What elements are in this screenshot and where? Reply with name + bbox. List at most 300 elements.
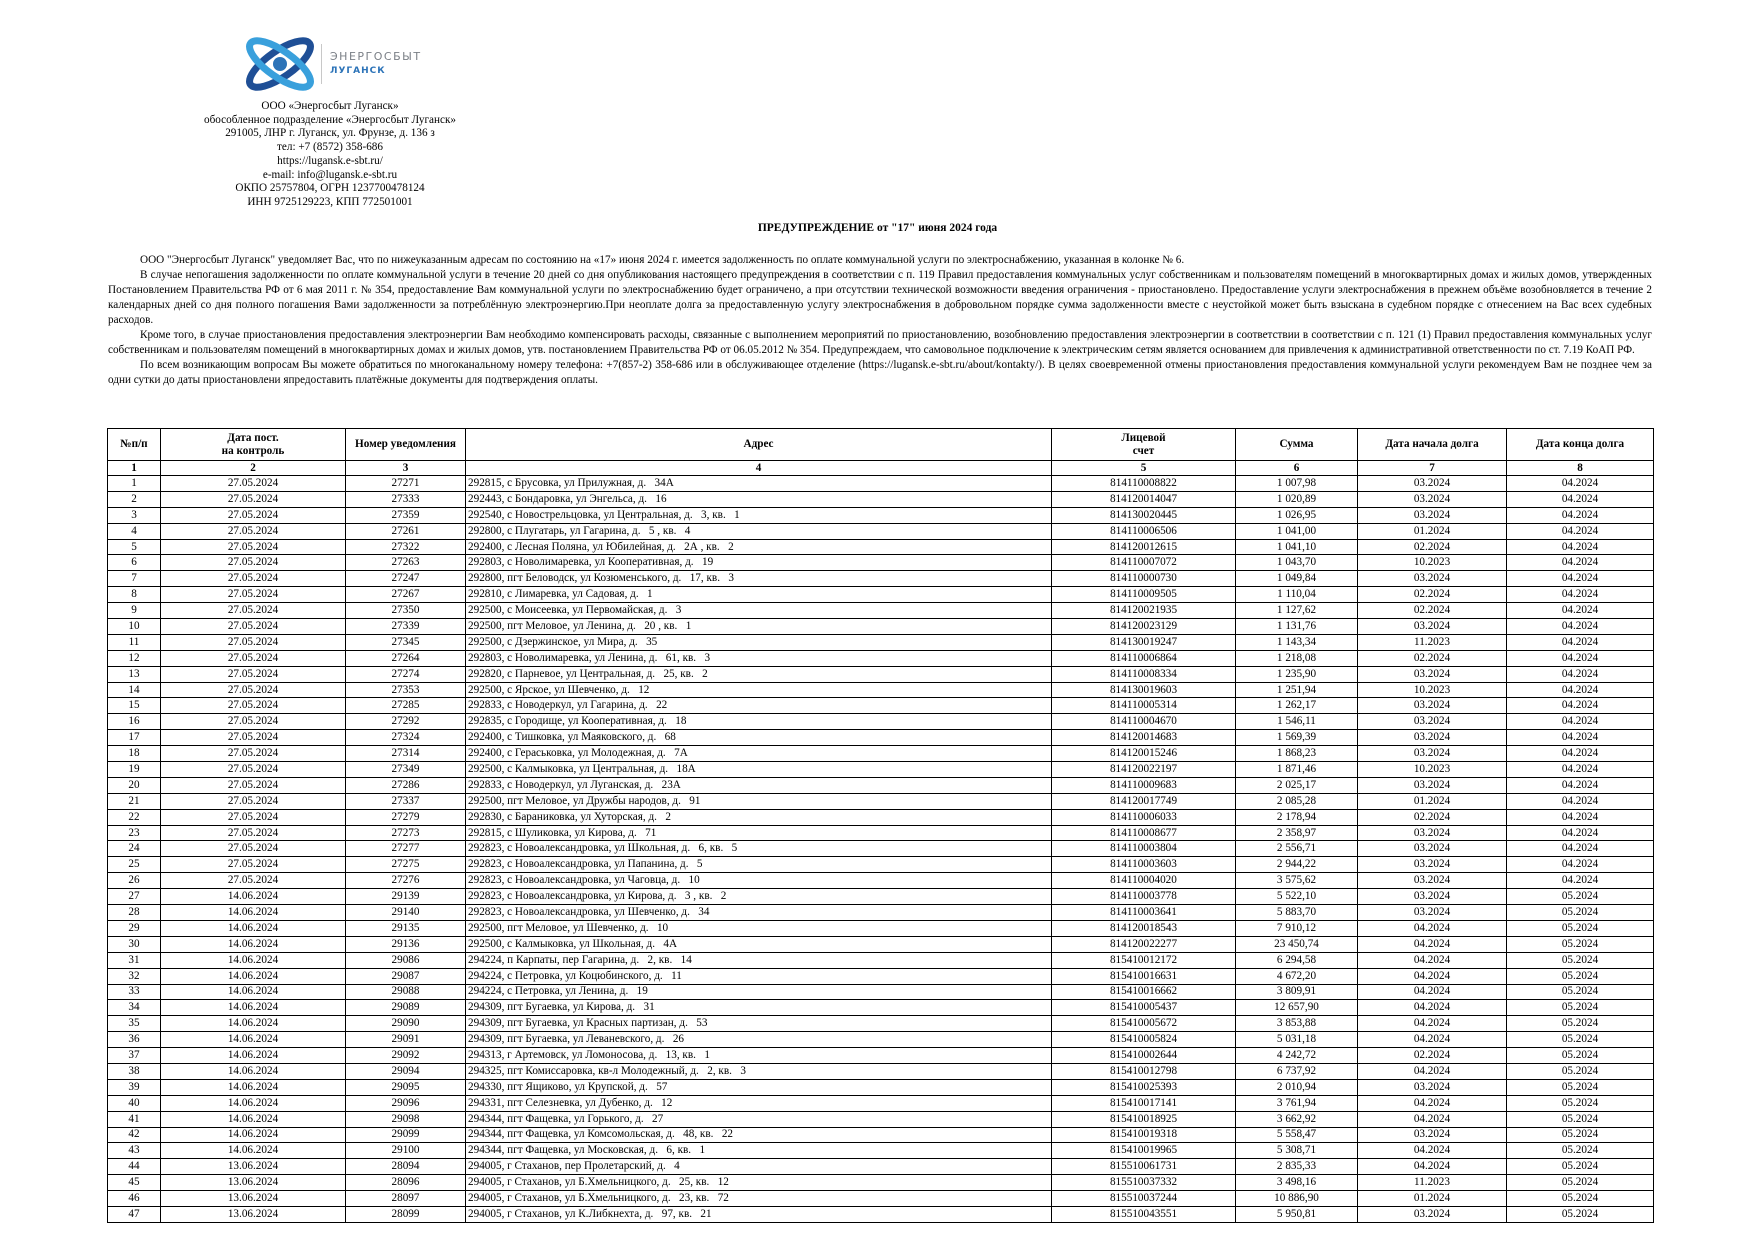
cell-address: 292835, с Городище, ул Кооперативная, д. 18 [466, 714, 1052, 730]
table-row [108, 730, 1654, 746]
cell-account: 814130019247 [1052, 634, 1236, 650]
cell-address: 294344, пгт Фащевка, ул Комсомольская, д. 48, кв. 22 [466, 1127, 1052, 1143]
cell-amount: 1 049,84 [1236, 571, 1358, 587]
cell-debt-end: 04.2024 [1507, 698, 1654, 714]
cell-address: 292500, с Моисеевка, ул Первомайская, д. 3 [466, 603, 1052, 619]
cell-amount: 2 358,97 [1236, 825, 1358, 841]
cell-row-number: 46 [108, 1191, 161, 1207]
cell-account: 814130019603 [1052, 682, 1236, 698]
table-row [108, 952, 1654, 968]
cell-account: 814110003804 [1052, 841, 1236, 857]
cell-notice-number: 27267 [346, 587, 466, 603]
cell-account: 814110005314 [1052, 698, 1236, 714]
company-logo [235, 34, 435, 94]
column-number: 6 [1236, 461, 1358, 476]
cell-account: 815410002644 [1052, 1048, 1236, 1064]
cell-debt-end: 05.2024 [1507, 1079, 1654, 1095]
cell-control-date: 13.06.2024 [161, 1191, 346, 1207]
cell-account: 815410018925 [1052, 1111, 1236, 1127]
company-address: 291005, ЛНР г. Луганск, ул. Фрунзе, д. 136 з [225, 127, 435, 140]
header-address: Адрес [466, 429, 1052, 461]
cell-control-date: 13.06.2024 [161, 1175, 346, 1191]
cell-notice-number: 27285 [346, 698, 466, 714]
table-row [108, 1143, 1654, 1159]
table-row [108, 634, 1654, 650]
cell-account: 815410025393 [1052, 1079, 1236, 1095]
cell-debt-start: 03.2024 [1358, 746, 1507, 762]
cell-row-number: 31 [108, 952, 161, 968]
cell-amount: 1 131,76 [1236, 619, 1358, 635]
cell-notice-number: 27349 [346, 762, 466, 778]
cell-row-number: 29 [108, 920, 161, 936]
cell-debt-start: 04.2024 [1358, 1095, 1507, 1111]
cell-control-date: 27.05.2024 [161, 698, 346, 714]
cell-amount: 1 218,08 [1236, 650, 1358, 666]
cell-control-date: 14.06.2024 [161, 968, 346, 984]
cell-debt-start: 04.2024 [1358, 1000, 1507, 1016]
table-row [108, 1206, 1654, 1222]
notice-paragraph: В случае непогашения задолженности по оплате коммунальной услуги в течение 20 дней со дня опубликования настоящего предупреждения в соответствии с п. 119 Правил предоставления коммунальных услуг собственникам и пользователям помещений в многоквартирных домах и жилых домов, утвержденных Постановлением Правительства РФ от 6 мая 2011 г. № 354, предоставление Вам коммунальной услуги по электроснабжению будет ограничено, а при отсутствии технической возможности введения ограничения - приостановлено. Предоставление услуги электроснабжения в прежнем объёме возобновляется в течение 2 календарных дней со дня полного погашения Вами задолженности за потреблённую электроэнергию.При неоплате долга за предоставленную услугу электроснабжения в добровольном порядке сумма задолженности вместе с неустойкой может быть взыскана в судебном порядке с отнесением на Вас всех судебных расходов. [108, 269, 1652, 326]
cell-account: 815510061731 [1052, 1159, 1236, 1175]
cell-debt-end: 05.2024 [1507, 1127, 1654, 1143]
logo-text-city: ЛУГАНСК [330, 66, 386, 76]
cell-notice-number: 27286 [346, 777, 466, 793]
cell-control-date: 14.06.2024 [161, 1016, 346, 1032]
cell-debt-start: 04.2024 [1358, 1159, 1507, 1175]
cell-debt-end: 04.2024 [1507, 523, 1654, 539]
cell-amount: 10 886,90 [1236, 1191, 1358, 1207]
cell-row-number: 7 [108, 571, 161, 587]
cell-debt-end: 05.2024 [1507, 984, 1654, 1000]
cell-notice-number: 27279 [346, 809, 466, 825]
cell-address: 292500, пгт Меловое, ул Шевченко, д. 10 [466, 920, 1052, 936]
cell-amount: 6 294,58 [1236, 952, 1358, 968]
cell-row-number: 20 [108, 777, 161, 793]
cell-address: 292400, с Тишковка, ул Маяковского, д. 68 [466, 730, 1052, 746]
notice-paragraph: ООО "Энергосбыт Луганск" уведомляет Вас, что по нижеуказанным адресам по состоянию на «17» июня 2024 г. имеется задолженность по оплате коммунальной услуги по электроснабжению, указанная в колонке № 6. [140, 254, 1185, 266]
cell-notice-number: 27353 [346, 682, 466, 698]
cell-account: 814110008822 [1052, 476, 1236, 492]
cell-debt-start: 04.2024 [1358, 1111, 1507, 1127]
cell-row-number: 3 [108, 507, 161, 523]
cell-account: 814110006506 [1052, 523, 1236, 539]
cell-control-date: 27.05.2024 [161, 777, 346, 793]
cell-debt-start: 04.2024 [1358, 952, 1507, 968]
cell-notice-number: 29139 [346, 889, 466, 905]
column-number: 1 [108, 461, 161, 476]
table-row [108, 1079, 1654, 1095]
cell-row-number: 35 [108, 1016, 161, 1032]
table-row [108, 491, 1654, 507]
header-debt-start: Дата начала долга [1358, 429, 1507, 461]
cell-address: 294313, г Артемовск, ул Ломоносова, д. 13, кв. 1 [466, 1048, 1052, 1064]
cell-notice-number: 29089 [346, 1000, 466, 1016]
cell-address: 292540, с Новострельцовка, ул Центральная, д. 3, кв. 1 [466, 507, 1052, 523]
cell-debt-start: 10.2023 [1358, 762, 1507, 778]
table-row [108, 841, 1654, 857]
cell-debt-start: 11.2023 [1358, 1175, 1507, 1191]
cell-debt-end: 05.2024 [1507, 1143, 1654, 1159]
cell-account: 814130020445 [1052, 507, 1236, 523]
cell-notice-number: 27263 [346, 555, 466, 571]
cell-debt-start: 11.2023 [1358, 634, 1507, 650]
cell-debt-end: 04.2024 [1507, 666, 1654, 682]
cell-notice-number: 29086 [346, 952, 466, 968]
cell-notice-number: 29135 [346, 920, 466, 936]
header-account-text: Лицевой счет [1121, 431, 1166, 457]
table-body [108, 476, 1654, 1223]
cell-control-date: 27.05.2024 [161, 746, 346, 762]
cell-control-date: 27.05.2024 [161, 555, 346, 571]
cell-row-number: 12 [108, 650, 161, 666]
cell-control-date: 27.05.2024 [161, 714, 346, 730]
cell-debt-end: 04.2024 [1507, 714, 1654, 730]
cell-debt-end: 05.2024 [1507, 1000, 1654, 1016]
cell-amount: 3 853,88 [1236, 1016, 1358, 1032]
cell-debt-end: 04.2024 [1507, 587, 1654, 603]
cell-control-date: 14.06.2024 [161, 1032, 346, 1048]
cell-address: 294005, г Стаханов, ул Б.Хмельницкого, д. 23, кв. 72 [466, 1191, 1052, 1207]
cell-debt-end: 04.2024 [1507, 793, 1654, 809]
notice-body [108, 253, 1652, 388]
cell-control-date: 14.06.2024 [161, 920, 346, 936]
table-row [108, 1159, 1654, 1175]
cell-row-number: 23 [108, 825, 161, 841]
cell-amount: 1 020,89 [1236, 491, 1358, 507]
table-row [108, 1016, 1654, 1032]
table-row [108, 809, 1654, 825]
cell-debt-end: 04.2024 [1507, 634, 1654, 650]
cell-debt-start: 02.2024 [1358, 603, 1507, 619]
cell-address: 292803, с Новолимаревка, ул Ленина, д. 61, кв. 3 [466, 650, 1052, 666]
cell-amount: 1 871,46 [1236, 762, 1358, 778]
cell-debt-end: 04.2024 [1507, 650, 1654, 666]
cell-control-date: 27.05.2024 [161, 825, 346, 841]
company-division: обособленное подразделение «Энергосбыт Луганск» [204, 113, 456, 126]
cell-debt-end: 05.2024 [1507, 1048, 1654, 1064]
cell-debt-start: 04.2024 [1358, 1016, 1507, 1032]
table-row [108, 507, 1654, 523]
cell-row-number: 45 [108, 1175, 161, 1191]
table-row [108, 650, 1654, 666]
cell-notice-number: 29100 [346, 1143, 466, 1159]
table-row [108, 793, 1654, 809]
cell-debt-start: 03.2024 [1358, 491, 1507, 507]
table-row [108, 920, 1654, 936]
table-row [108, 555, 1654, 571]
cell-account: 814110009683 [1052, 777, 1236, 793]
cell-address: 294005, г Стаханов, ул К.Либкнехта, д. 97, кв. 21 [466, 1206, 1052, 1222]
cell-row-number: 4 [108, 523, 161, 539]
company-website[interactable]: https://lugansk.e-sbt.ru/ [277, 154, 383, 167]
cell-account: 814110003778 [1052, 889, 1236, 905]
cell-control-date: 27.05.2024 [161, 682, 346, 698]
table-row [108, 984, 1654, 1000]
cell-row-number: 16 [108, 714, 161, 730]
cell-account: 814110003641 [1052, 905, 1236, 921]
cell-amount: 1 041,00 [1236, 523, 1358, 539]
cell-row-number: 37 [108, 1048, 161, 1064]
cell-row-number: 26 [108, 873, 161, 889]
cell-account: 814110003603 [1052, 857, 1236, 873]
header-account [1052, 429, 1236, 461]
cell-amount: 1 127,62 [1236, 603, 1358, 619]
cell-account: 814110000730 [1052, 571, 1236, 587]
table-row [108, 1048, 1654, 1064]
cell-address: 292400, с Лесная Поляна, ул Юбилейная, д. 2А , кв. 2 [466, 539, 1052, 555]
cell-control-date: 27.05.2024 [161, 491, 346, 507]
table-row [108, 1095, 1654, 1111]
cell-debt-start: 04.2024 [1358, 1032, 1507, 1048]
cell-debt-end: 05.2024 [1507, 905, 1654, 921]
cell-control-date: 14.06.2024 [161, 889, 346, 905]
cell-address: 294325, пгт Комиссаровка, кв-л Молодежный, д. 2, кв. 3 [466, 1063, 1052, 1079]
cell-address: 292823, с Новоалександровка, ул Чаговца, д. 10 [466, 873, 1052, 889]
table-row [108, 476, 1654, 492]
cell-amount: 1 007,98 [1236, 476, 1358, 492]
cell-address: 292833, с Новодеркул, ул Луганская, д. 23А [466, 777, 1052, 793]
table-row [108, 746, 1654, 762]
cell-notice-number: 28097 [346, 1191, 466, 1207]
cell-amount: 5 950,81 [1236, 1206, 1358, 1222]
cell-row-number: 6 [108, 555, 161, 571]
cell-row-number: 41 [108, 1111, 161, 1127]
cell-notice-number: 27345 [346, 634, 466, 650]
cell-notice-number: 29140 [346, 905, 466, 921]
cell-amount: 7 910,12 [1236, 920, 1358, 936]
cell-address: 294331, пгт Селезневка, ул Дубенко, д. 12 [466, 1095, 1052, 1111]
cell-control-date: 27.05.2024 [161, 603, 346, 619]
header-row-number: №п/п [108, 429, 161, 461]
logo-divider [321, 44, 322, 84]
cell-control-date: 27.05.2024 [161, 873, 346, 889]
cell-notice-number: 29096 [346, 1095, 466, 1111]
cell-address: 292443, с Бондаровка, ул Энгельса, д. 16 [466, 491, 1052, 507]
cell-debt-end: 04.2024 [1507, 857, 1654, 873]
table-row [108, 1063, 1654, 1079]
cell-notice-number: 27314 [346, 746, 466, 762]
cell-debt-start: 02.2024 [1358, 809, 1507, 825]
table-row [108, 523, 1654, 539]
cell-debt-end: 04.2024 [1507, 873, 1654, 889]
cell-address: 294309, пгт Бугаевка, ул Красных партизан, д. 53 [466, 1016, 1052, 1032]
cell-debt-end: 04.2024 [1507, 730, 1654, 746]
cell-account: 815410005437 [1052, 1000, 1236, 1016]
cell-row-number: 27 [108, 889, 161, 905]
cell-control-date: 14.06.2024 [161, 1079, 346, 1095]
cell-row-number: 25 [108, 857, 161, 873]
cell-notice-number: 28096 [346, 1175, 466, 1191]
cell-debt-start: 02.2024 [1358, 1048, 1507, 1064]
cell-amount: 2 010,94 [1236, 1079, 1358, 1095]
notice-paragraph: По всем возникающим вопросам Вы можете обратиться по многоканальному номеру телефона: +7(857-2) 358-686 или в обслуживающее отделение (https://lugansk.e-sbt.ru/about/kontakty/). В целях своевременной отмены приостановления предоставления коммунальной услуги рекомендуем Вам не позднее чем за одни сутки до даты приостановлени япредоставить платёжные документы для подтверждения оплаты. [108, 359, 1652, 386]
cell-row-number: 28 [108, 905, 161, 921]
cell-row-number: 19 [108, 762, 161, 778]
cell-address: 294344, пгт Фащевка, ул Московская, д. 6, кв. 1 [466, 1143, 1052, 1159]
cell-notice-number: 27337 [346, 793, 466, 809]
cell-notice-number: 29095 [346, 1079, 466, 1095]
cell-debt-end: 05.2024 [1507, 1191, 1654, 1207]
cell-row-number: 38 [108, 1063, 161, 1079]
cell-row-number: 30 [108, 936, 161, 952]
cell-address: 292815, с Брусовка, ул Прилужная, д. 34А [466, 476, 1052, 492]
cell-amount: 2 025,17 [1236, 777, 1358, 793]
cell-amount: 2 944,22 [1236, 857, 1358, 873]
cell-debt-end: 04.2024 [1507, 476, 1654, 492]
column-number: 5 [1052, 461, 1236, 476]
header-control-date-text: Дата пост. на контроль [221, 431, 285, 457]
cell-notice-number: 27264 [346, 650, 466, 666]
table-row [108, 762, 1654, 778]
cell-row-number: 14 [108, 682, 161, 698]
cell-notice-number: 27271 [346, 476, 466, 492]
cell-debt-end: 05.2024 [1507, 920, 1654, 936]
cell-account: 814120022277 [1052, 936, 1236, 952]
cell-notice-number: 27333 [346, 491, 466, 507]
cell-debt-start: 03.2024 [1358, 889, 1507, 905]
cell-row-number: 36 [108, 1032, 161, 1048]
cell-account: 815410017141 [1052, 1095, 1236, 1111]
cell-notice-number: 27247 [346, 571, 466, 587]
cell-amount: 1 868,23 [1236, 746, 1358, 762]
cell-control-date: 27.05.2024 [161, 762, 346, 778]
cell-notice-number: 29094 [346, 1063, 466, 1079]
header-control-date [161, 429, 346, 461]
cell-debt-end: 05.2024 [1507, 1111, 1654, 1127]
cell-row-number: 11 [108, 634, 161, 650]
cell-account: 814110008334 [1052, 666, 1236, 682]
cell-debt-end: 05.2024 [1507, 1175, 1654, 1191]
cell-debt-start: 01.2024 [1358, 1191, 1507, 1207]
cell-debt-end: 04.2024 [1507, 603, 1654, 619]
cell-debt-start: 04.2024 [1358, 968, 1507, 984]
cell-amount: 4 242,72 [1236, 1048, 1358, 1064]
cell-address: 292500, с Калмыковка, ул Центральная, д. 18А [466, 762, 1052, 778]
cell-control-date: 27.05.2024 [161, 523, 346, 539]
table-row [108, 1032, 1654, 1048]
cell-address: 294309, пгт Бугаевка, ул Леваневского, д. 26 [466, 1032, 1052, 1048]
cell-debt-start: 03.2024 [1358, 841, 1507, 857]
cell-row-number: 8 [108, 587, 161, 603]
cell-address: 292803, с Новолимаревка, ул Кооперативная, д. 19 [466, 555, 1052, 571]
cell-notice-number: 29092 [346, 1048, 466, 1064]
company-okpo-ogrn: ОКПО 25757804, ОГРН 1237700478124 [235, 182, 425, 195]
cell-amount: 23 450,74 [1236, 936, 1358, 952]
table-row [108, 889, 1654, 905]
cell-control-date: 27.05.2024 [161, 476, 346, 492]
cell-address: 294005, г Стаханов, ул Б.Хмельницкого, д. 25, кв. 12 [466, 1175, 1052, 1191]
table-row [108, 968, 1654, 984]
cell-debt-start: 03.2024 [1358, 857, 1507, 873]
cell-account: 814110006864 [1052, 650, 1236, 666]
cell-row-number: 39 [108, 1079, 161, 1095]
cell-amount: 1 043,70 [1236, 555, 1358, 571]
cell-account: 814120012615 [1052, 539, 1236, 555]
cell-control-date: 27.05.2024 [161, 619, 346, 635]
table-row [108, 777, 1654, 793]
cell-amount: 2 085,28 [1236, 793, 1358, 809]
cell-debt-start: 03.2024 [1358, 777, 1507, 793]
cell-notice-number: 28094 [346, 1159, 466, 1175]
cell-debt-start: 03.2024 [1358, 666, 1507, 682]
cell-account: 814120014683 [1052, 730, 1236, 746]
cell-notice-number: 27324 [346, 730, 466, 746]
table-row [108, 857, 1654, 873]
cell-amount: 1 569,39 [1236, 730, 1358, 746]
cell-control-date: 27.05.2024 [161, 730, 346, 746]
table-header-row [108, 429, 1654, 461]
table-row [108, 825, 1654, 841]
cell-control-date: 14.06.2024 [161, 1127, 346, 1143]
cell-control-date: 27.05.2024 [161, 857, 346, 873]
header-amount: Сумма [1236, 429, 1358, 461]
cell-notice-number: 29090 [346, 1016, 466, 1032]
cell-address: 294005, г Стаханов, пер Пролетарский, д. 4 [466, 1159, 1052, 1175]
cell-notice-number: 29099 [346, 1127, 466, 1143]
cell-account: 815410005672 [1052, 1016, 1236, 1032]
cell-account: 815410016631 [1052, 968, 1236, 984]
cell-debt-start: 10.2023 [1358, 682, 1507, 698]
cell-control-date: 14.06.2024 [161, 1000, 346, 1016]
table-row [108, 603, 1654, 619]
cell-debt-end: 05.2024 [1507, 1063, 1654, 1079]
cell-row-number: 13 [108, 666, 161, 682]
table-row [108, 1127, 1654, 1143]
company-email[interactable]: e-mail: info@lugansk.e-sbt.ru [262, 168, 398, 181]
cell-debt-end: 04.2024 [1507, 507, 1654, 523]
cell-address: 292820, с Парневое, ул Центральная, д. 25, кв. 2 [466, 666, 1052, 682]
cell-debt-start: 03.2024 [1358, 1127, 1507, 1143]
cell-address: 294224, с Петровка, ул Коцюбинского, д. 11 [466, 968, 1052, 984]
cell-account: 814120022197 [1052, 762, 1236, 778]
cell-address: 292500, пгт Меловое, ул Ленина, д. 20 , кв. 1 [466, 619, 1052, 635]
cell-debt-start: 01.2024 [1358, 523, 1507, 539]
cell-debt-end: 04.2024 [1507, 491, 1654, 507]
table-row [108, 1175, 1654, 1191]
cell-address: 292830, с Бараниковка, ул Хуторская, д. 2 [466, 809, 1052, 825]
cell-amount: 3 809,91 [1236, 984, 1358, 1000]
table-row [108, 873, 1654, 889]
cell-address: 292400, с Гераськовка, ул Молодежная, д. 7А [466, 746, 1052, 762]
cell-address: 292810, с Лимаревка, ул Садовая, д. 1 [466, 587, 1052, 603]
cell-control-date: 14.06.2024 [161, 952, 346, 968]
cell-address: 294224, п Карпаты, пер Гагарина, д. 2, кв. 14 [466, 952, 1052, 968]
table-row [108, 698, 1654, 714]
cell-amount: 1 143,34 [1236, 634, 1358, 650]
cell-amount: 3 662,92 [1236, 1111, 1358, 1127]
cell-debt-start: 03.2024 [1358, 873, 1507, 889]
cell-debt-start: 03.2024 [1358, 905, 1507, 921]
cell-control-date: 14.06.2024 [161, 1095, 346, 1111]
cell-control-date: 14.06.2024 [161, 1143, 346, 1159]
cell-notice-number: 27292 [346, 714, 466, 730]
cell-amount: 2 556,71 [1236, 841, 1358, 857]
header-notice-number: Номер уведомления [346, 429, 466, 461]
cell-row-number: 33 [108, 984, 161, 1000]
table-row [108, 1111, 1654, 1127]
cell-address: 292500, с Калмыковка, ул Школьная, д. 4А [466, 936, 1052, 952]
cell-row-number: 21 [108, 793, 161, 809]
cell-amount: 1 262,17 [1236, 698, 1358, 714]
cell-address: 294224, с Петровка, ул Ленина, д. 19 [466, 984, 1052, 1000]
cell-control-date: 27.05.2024 [161, 650, 346, 666]
cell-row-number: 2 [108, 491, 161, 507]
cell-debt-end: 05.2024 [1507, 968, 1654, 984]
company-inn-kpp: ИНН 9725129223, КПП 772501001 [247, 195, 413, 208]
cell-address: 294330, пгт Ящиково, ул Крупской, д. 57 [466, 1079, 1052, 1095]
cell-account: 814110004670 [1052, 714, 1236, 730]
cell-debt-start: 10.2023 [1358, 555, 1507, 571]
